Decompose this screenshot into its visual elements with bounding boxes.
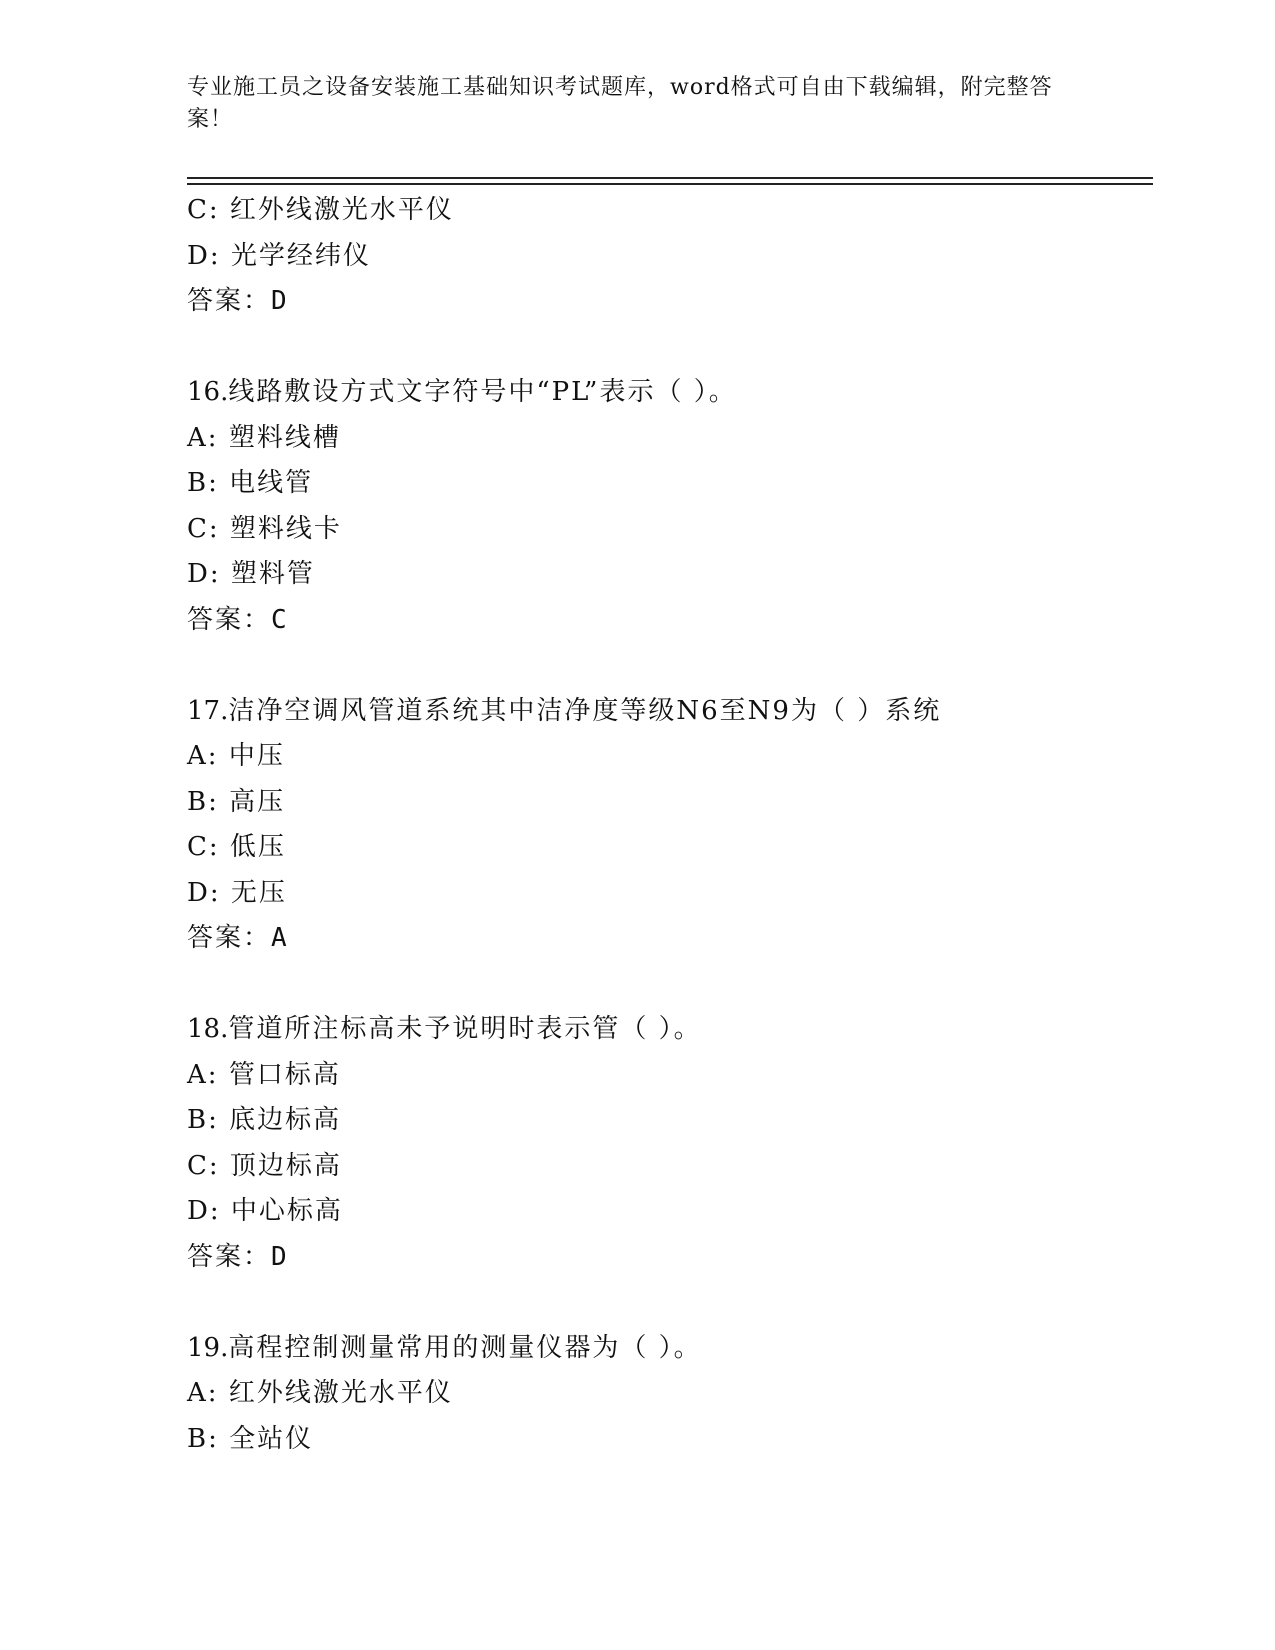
- option-letter: A:: [187, 422, 219, 453]
- option-line: [187, 734, 1153, 780]
- option-text: 底边标高: [229, 1105, 342, 1135]
- option-text: 电线管: [229, 468, 314, 498]
- answer-value: A: [271, 923, 289, 953]
- answer-value: D: [271, 1241, 289, 1272]
- option-text: 塑料管: [230, 559, 315, 589]
- answer-value: D: [271, 286, 289, 316]
- option-line: [187, 1098, 1153, 1144]
- option-line: [187, 1417, 1153, 1463]
- option-letter: C:: [187, 832, 220, 862]
- option-text: 顶边标高: [229, 1150, 342, 1181]
- question-text: 洁净空调风管道系统其中洁净度等级N6至N9为（ ）系统: [228, 695, 942, 726]
- option-line: [187, 825, 1153, 871]
- option-letter: D:: [187, 1196, 221, 1226]
- option-line: [187, 188, 1153, 234]
- option-letter: C:: [187, 513, 220, 544]
- question-stem: [187, 1007, 1153, 1053]
- option-text: 红外线激光水平仪: [229, 195, 454, 225]
- question-number: 19.: [187, 1332, 229, 1363]
- option-line: [187, 416, 1153, 462]
- option-letter: C:: [187, 195, 220, 225]
- header-rule-bottom: [187, 183, 1153, 185]
- answer-line: [187, 598, 1153, 644]
- option-letter: C:: [187, 1150, 220, 1181]
- option-text: 全站仪: [229, 1423, 314, 1454]
- option-line: [187, 234, 1153, 280]
- answer-line: [187, 916, 1153, 962]
- option-letter: B:: [187, 468, 219, 498]
- option-text: 中心标高: [230, 1196, 343, 1226]
- option-letter: D:: [187, 877, 221, 908]
- option-line: [187, 1144, 1153, 1190]
- question-text: 高程控制测量常用的测量仪器为（ ）。: [228, 1332, 702, 1363]
- question-number: 16.: [187, 377, 229, 407]
- question-text: 线路敷设方式文字符号中“PL”表示（ ）。: [228, 377, 737, 407]
- option-letter: B:: [187, 786, 219, 817]
- option-text: 中压: [228, 741, 285, 771]
- answer-line: [187, 1235, 1153, 1281]
- option-line: [187, 1371, 1153, 1417]
- option-text: 光学经纬仪: [230, 240, 371, 271]
- option-letter: D:: [187, 559, 221, 589]
- answer-label: 答案：: [187, 923, 272, 953]
- document-header: 专业施工员之设备安装施工基础知识考试题库，word格式可自由下载编辑，附完整答案！: [187, 75, 1053, 132]
- answer-label: 答案：: [187, 286, 272, 316]
- option-line: [187, 1053, 1153, 1099]
- option-letter: D:: [187, 240, 221, 271]
- question-text: 管道所注标高未予说明时表示管（ ）。: [228, 1014, 702, 1044]
- option-letter: A:: [187, 1059, 219, 1090]
- option-text: 管口标高: [228, 1059, 341, 1090]
- answer-line: [187, 279, 1153, 325]
- answer-label: 答案：: [187, 1241, 272, 1272]
- question-number: 18.: [187, 1014, 229, 1044]
- option-text: 塑料线卡: [229, 513, 342, 544]
- question-stem: [187, 689, 1153, 735]
- option-text: 高压: [229, 786, 286, 817]
- question-list: [187, 188, 1153, 1462]
- option-line: [187, 1189, 1153, 1235]
- question-stem: [187, 370, 1153, 416]
- option-text: 低压: [229, 832, 286, 862]
- option-line: [187, 780, 1153, 826]
- header-rule-top: [187, 177, 1153, 179]
- option-line: [187, 871, 1153, 917]
- option-line: [187, 507, 1153, 553]
- option-letter: B:: [187, 1105, 219, 1135]
- option-text: 塑料线槽: [228, 422, 341, 453]
- option-letter: B:: [187, 1423, 219, 1454]
- answer-label: 答案：: [187, 604, 272, 635]
- option-text: 无压: [230, 877, 287, 908]
- option-line: [187, 461, 1153, 507]
- question-stem: [187, 1326, 1153, 1372]
- option-letter: A:: [187, 1378, 219, 1408]
- option-text: 红外线激光水平仪: [228, 1378, 453, 1408]
- option-letter: A:: [187, 741, 219, 771]
- question-number: 17.: [187, 695, 229, 726]
- answer-value: C: [271, 604, 289, 635]
- option-line: [187, 552, 1153, 598]
